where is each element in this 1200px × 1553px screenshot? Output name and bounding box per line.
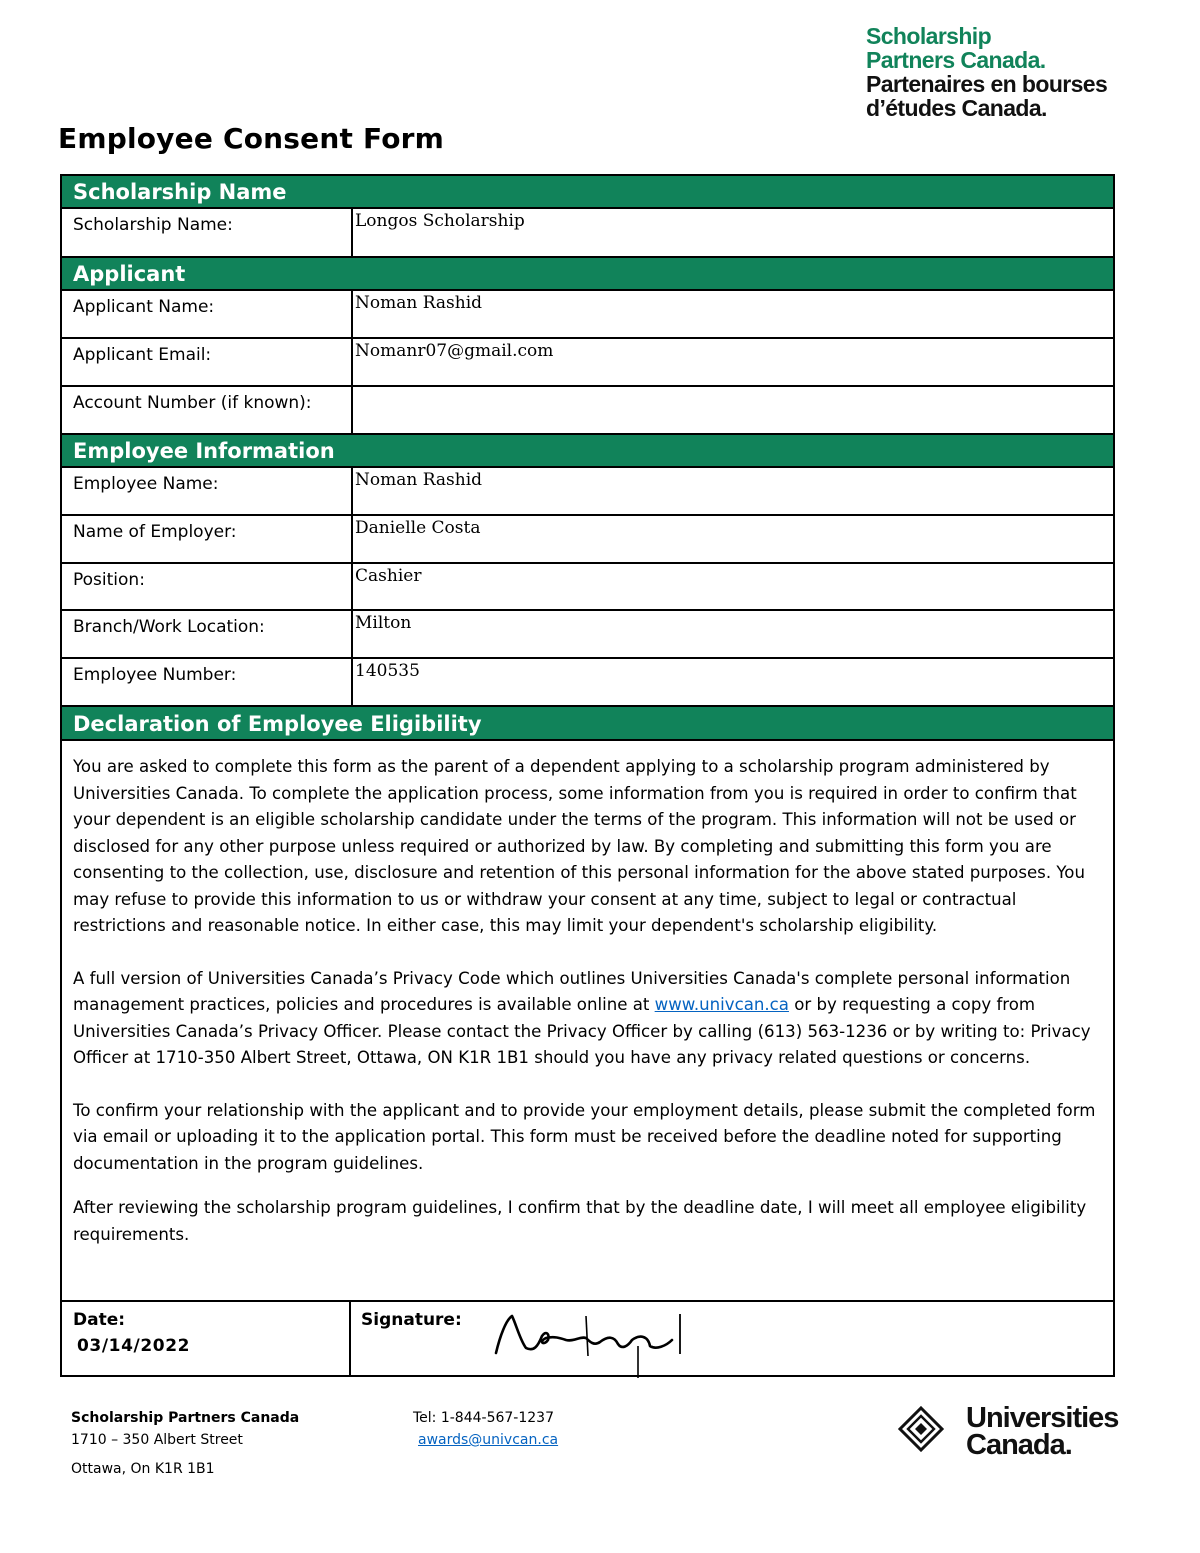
footer-address-line-1: 1710 – 350 Albert Street bbox=[71, 1432, 243, 1448]
account-number-field[interactable] bbox=[351, 387, 1113, 433]
branch-location-field[interactable]: Milton bbox=[351, 611, 1113, 657]
section-employee-information: Employee Information bbox=[62, 435, 1113, 468]
employee-number-label: Employee Number: bbox=[73, 665, 237, 685]
account-number-label: Account Number (if known): bbox=[73, 393, 312, 413]
applicant-email-field[interactable]: Nomanr07@gmail.com bbox=[351, 339, 1113, 385]
position-row bbox=[62, 564, 1113, 611]
signature-label: Signature: bbox=[361, 1310, 462, 1330]
privacy-text-before: A full version of Universities Canada’s Privacy Code which outlines Universities Canada's complete personal information management practices, policies and procedures is available online at bbox=[73, 968, 1071, 1014]
employer-name-label: Name of Employer: bbox=[73, 522, 237, 542]
consent-form bbox=[60, 174, 1115, 1377]
universities-canada-logo bbox=[966, 1402, 1119, 1461]
employee-number-row bbox=[62, 659, 1113, 707]
declaration-paragraph-1: You are asked to complete this form as the parent of a dependent applying to a scholarship program administered by Universities Canada. To complete the application process, some information from you is required in order to confirm that your dependent is an eligible scholarship candidate under the terms of the program. This information will not be used or disclosed for any other purpose unless required or authorized by law. By completing and submitting this form you are consenting to the collection, use, disclosure and retention of this personal information for the above stated purposes. You may refuse to provide this information to us or withdraw your consent at any time, subject to legal or contractual restrictions and reasonable notice. In either case, this may limit your dependent's scholarship eligibility. bbox=[73, 757, 1085, 935]
footer-email-wrap bbox=[418, 1432, 558, 1448]
account-number-row bbox=[62, 387, 1113, 435]
position-label: Position: bbox=[73, 570, 145, 590]
universities-canada-diamond-icon bbox=[898, 1406, 944, 1452]
position-field[interactable]: Cashier bbox=[351, 564, 1113, 609]
footer-address-line-2: Ottawa, On K1R 1B1 bbox=[71, 1461, 215, 1477]
declaration-paragraph-3: To confirm your relationship with the applicant and to provide your employment details, please submit the completed form via email or uploading it to the application portal. This form must be received before the deadline noted for supporting documentation in the program guidelines. bbox=[73, 1100, 1096, 1173]
logo-line-1: Scholarship bbox=[866, 23, 992, 49]
declaration-text bbox=[73, 754, 1101, 1248]
footer-telephone: Tel: 1-844-567-1237 bbox=[413, 1410, 554, 1426]
logo-line-3: Partenaires en bourses bbox=[866, 71, 1108, 97]
applicant-email-label: Applicant Email: bbox=[73, 345, 212, 365]
applicant-email-row bbox=[62, 339, 1113, 387]
signoff-divider bbox=[349, 1302, 351, 1375]
branch-location-label: Branch/Work Location: bbox=[73, 617, 265, 637]
branch-location-row bbox=[62, 611, 1113, 659]
date-label: Date: bbox=[73, 1310, 126, 1330]
section-applicant: Applicant bbox=[62, 258, 1113, 291]
employee-name-field[interactable]: Noman Rashid bbox=[351, 468, 1113, 514]
employer-name-field[interactable]: Danielle Costa bbox=[351, 516, 1113, 562]
employee-name-row bbox=[62, 468, 1113, 516]
logo-line-2: Partners Canada. bbox=[866, 47, 1046, 73]
scholarship-name-row bbox=[62, 209, 1113, 258]
logo-line-4: d’études Canada. bbox=[866, 95, 1047, 121]
univcan-link[interactable]: www.univcan.ca bbox=[654, 995, 789, 1014]
scholarship-name-label: Scholarship Name: bbox=[73, 215, 233, 235]
applicant-name-field[interactable]: Noman Rashid bbox=[351, 291, 1113, 337]
section-declaration: Declaration of Employee Eligibility bbox=[62, 707, 1113, 741]
employee-number-field[interactable]: 140535 bbox=[351, 659, 1113, 705]
signature-mark[interactable] bbox=[490, 1306, 690, 1380]
signoff-row bbox=[62, 1300, 1113, 1375]
applicant-name-label: Applicant Name: bbox=[73, 297, 215, 317]
declaration-paragraph-4: After reviewing the scholarship program guidelines, I confirm that by the deadline date, I will meet all employee eligibility requirements. bbox=[73, 1198, 1087, 1244]
scholarship-partners-logo bbox=[866, 24, 1107, 120]
footer-org-name: Scholarship Partners Canada bbox=[71, 1410, 300, 1426]
scholarship-name-field[interactable]: Longos Scholarship bbox=[351, 209, 1113, 256]
employee-name-label: Employee Name: bbox=[73, 474, 219, 494]
page-title: Employee Consent Form bbox=[58, 122, 445, 155]
section-scholarship-name: Scholarship Name bbox=[62, 176, 1113, 209]
footer-email-link[interactable]: awards@univcan.ca bbox=[418, 1432, 559, 1448]
declaration-paragraph-2 bbox=[73, 966, 1101, 1072]
applicant-name-row bbox=[62, 291, 1113, 339]
employer-name-row bbox=[62, 516, 1113, 564]
date-field[interactable]: 03/14/2022 bbox=[77, 1336, 191, 1356]
privacy-text-after: or by requesting a copy from Universities Canada’s Privacy Officer. Please contact the Privacy Officer by calling (613) 563-1236 or by writing to: Privacy Officer at 1710-350 Albert Street, Ottawa, ON K1R 1B1 should you have any privacy related questions or concerns. bbox=[73, 995, 1091, 1067]
uc-logo-line-2: Canada. bbox=[966, 1429, 1072, 1461]
uc-logo-line-1: Universities bbox=[966, 1402, 1119, 1434]
